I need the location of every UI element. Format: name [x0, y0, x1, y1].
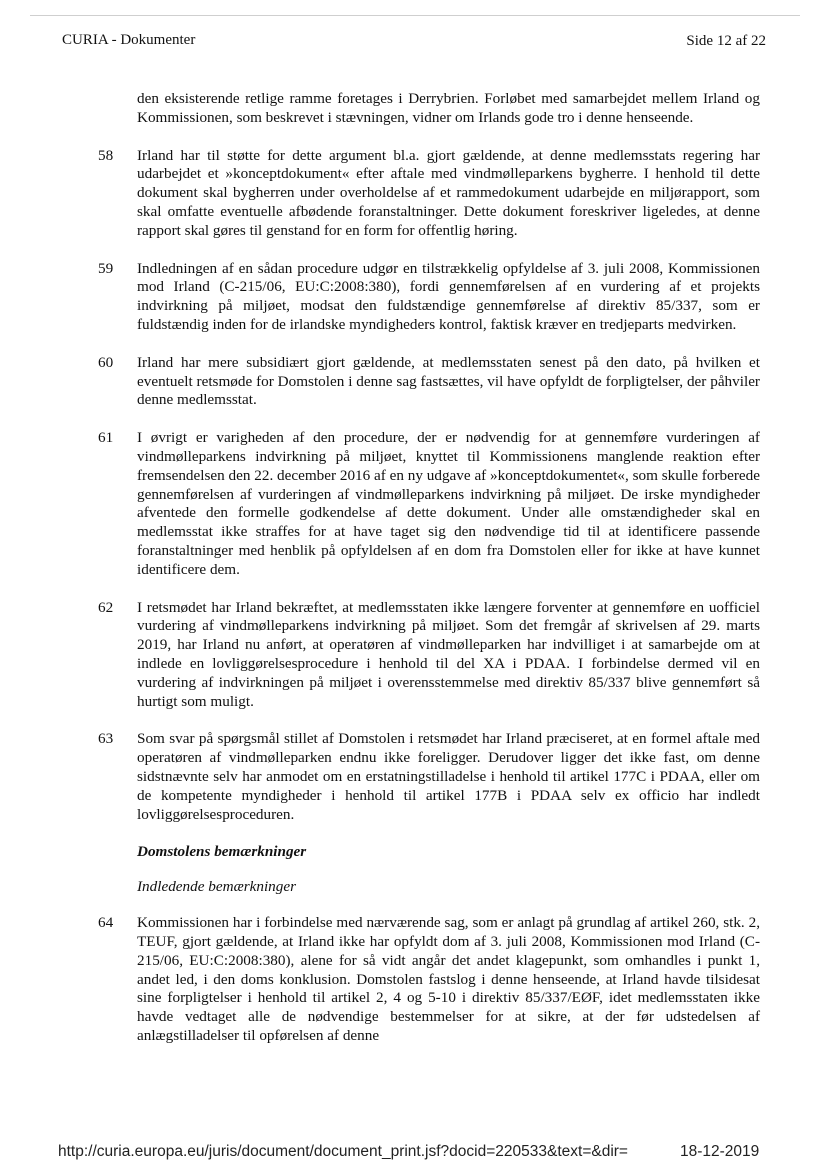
paragraph-number: 64 [98, 914, 114, 932]
paragraph-text: den eksisterende retlige ramme foretages i Derrybrien. Forløbet med samarbejdet mellem Irland og Kommissionen, som beskrevet i stævningen, vidner om Irlands gode tro i denne henseende. [137, 90, 760, 126]
paragraph-number: 63 [98, 730, 114, 748]
paragraph-number: 61 [98, 429, 114, 447]
paragraph-63 [92, 730, 760, 824]
paragraph-text: I øvrigt er varigheden af den procedure, der er nødvendig for at gennemføre vurderingen af vindmølleparkens indvirkning på miljøet, knyttet til Kommissionens manglende reaktion efter fremsendelsen den 22. december 2016 af en ny udgave af »konceptdokumentet«, som skulle forberede gennemførelsen af vurderingen af vindmølleparkens indvirkning på miljøet. De irske myndigheder afventede den formelle godkendelse af dette dokument. Under alle omstændigheder skal en medlemsstat ikke straffes for at have taget sig den nødvendige tid til at identificere passende foranstaltninger med henblik på opfyldelsen af en dom fra Domstolen eller for ikke at have kunnet identificere dem. [137, 429, 760, 578]
paragraph-58 [92, 147, 760, 241]
section-heading: Domstolens bemærkninger [137, 843, 307, 861]
paragraph-number: 60 [98, 353, 114, 371]
paragraph-62 [92, 599, 760, 712]
header-page-number: Side 12 af 22 [686, 33, 766, 49]
paragraph-64 [92, 914, 760, 1046]
paragraph-number: 58 [98, 146, 114, 164]
paragraph-text: Irland har mere subsidiært gjort gældende, at medlemsstaten senest på den dato, på hvilken et eventuelt retsmøde for Domstolen i denne sag fastsættes, vil have opfyldt de forpligtelser, der påhviler denne medlemsstat. [137, 353, 760, 409]
paragraph-text: I retsmødet har Irland bekræftet, at medlemsstaten ikke længere forventer at gennemføre en uofficiel vurdering af vindmølleparkens indvirkning på miljøet. Som det fremgår af skrivelsen af 29. marts 2019, har Irland nu anført, at operatøren af vindmølleparken har indvilliget i at samarbejde om at indlede en lovliggørelsesprocedure i henhold til del XA i PDAA. I forbindelse dermed vil en vurdering af indvirkningen på miljøet i overensstemmelse med direktiv 85/337 blive gennemført så hurtigt som muligt. [137, 598, 760, 710]
paragraph-text: Kommissionen har i forbindelse med nærværende sag, som er anlagt på grundlag af artikel 260, stk. 2, TEUF, gjort gældende, at Irland ikke har opfyldt dom af 3. juli 2008, Kommissionen mod Irland (C-215/06, EU:C:2008:380), alene for så vidt angår det andet klagepunkt, som omhandles i punkt 1, andet led, i den doms konklusion. Domstolen fastslog i denne henseende, at Irland havde tilsidesat sine forpligtelser i henhold til artikel 2, 4 og 5-10 i direktiv 85/337/EØF, idet medlemsstaten ikke havde vedtaget alle de nødvendige bestemmelser for at sikre, at der før udstedelsen af anlægstilladelser til opførelsen af denne [137, 914, 760, 1045]
paragraph-text: Irland har til støtte for dette argument bl.a. gjort gældende, at denne medlemsstats regering har udarbejdet et »konceptdokument« efter aftale med vindmølleparkens bygherre. I henhold til dette dokument skal bygherren under overholdelse af et rammedokument udarbejde en miljørapport, som skal omfatte eventuelle afbødende foranstaltninger. Dette dokument foreskriver ligeledes, at denne rapport skal gøres til genstand for en form for offentlig høring. [137, 146, 760, 239]
paragraph-text: Indledningen af en sådan procedure udgør en tilstrækkelig opfyldelse af 3. juli 2008, Kommissionen mod Irland (C-215/06, EU:C:2008:380), fordi gennemførelsen af en vurdering af et projekts indvirkning på miljøet, modsat den fuldstændige gennemførelse af direktiv 85/337, som er fuldstændig inden for de irlandske myndigheders kontrol, faktisk kræver en tredjeparts medvirken. [137, 259, 760, 333]
header-site-title: CURIA - Dokumenter [62, 32, 196, 48]
paragraph-text: Som svar på spørgsmål stillet af Domstolen i retsmødet har Irland præciseret, at en formel aftale med operatøren af vindmølleparken endnu ikke foreligger. Derudover ligger det ikke fast, om denne sidstnævnte selv har anmodet om en erstatningstilladelse i henhold til artikel 177C i PDAA, eller om de kompetente myndigheder i henhold til artikel 177B i PDAA selv ex officio har indledt lovliggørelsesproceduren. [137, 730, 760, 823]
paragraph-61 [92, 429, 760, 579]
continuation-paragraph [92, 90, 760, 128]
paragraph-59 [92, 260, 760, 335]
document-body [92, 90, 760, 1065]
footer-url: http://curia.europa.eu/juris/document/document_print.jsf?docid=220533&text=&dir= [58, 1143, 628, 1160]
footer-date: 18-12-2019 [680, 1143, 760, 1160]
paragraph-60 [92, 354, 760, 410]
paragraph-number: 62 [98, 598, 114, 616]
top-rule [30, 15, 800, 16]
subsection-heading: Indledende bemærkninger [137, 878, 297, 896]
paragraph-number: 59 [98, 259, 114, 277]
